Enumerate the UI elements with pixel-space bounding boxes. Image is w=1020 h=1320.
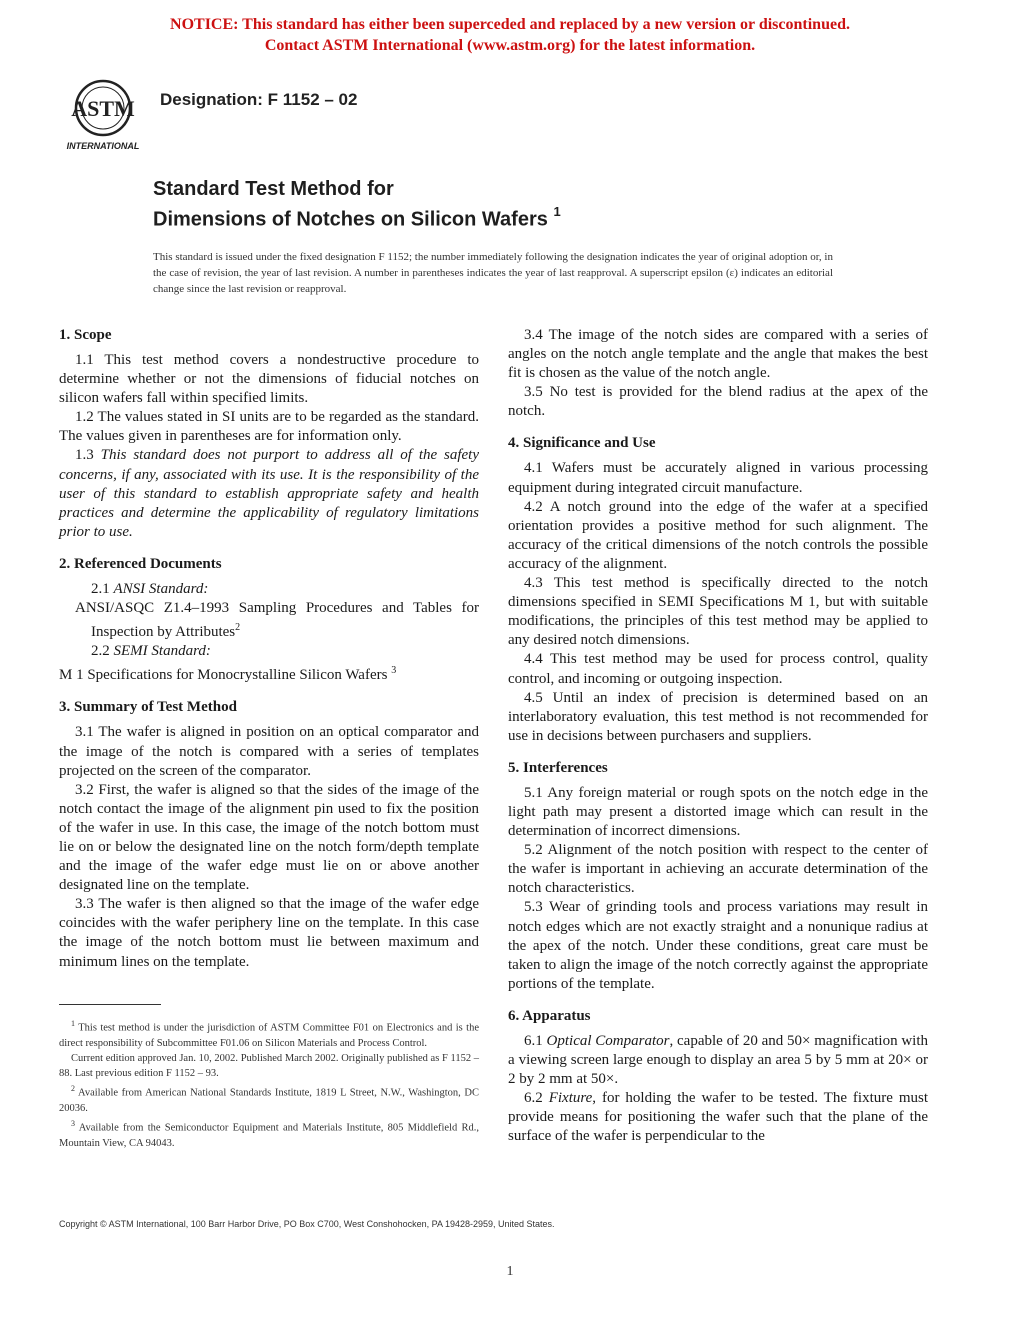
section-2-heading: 2. Referenced Documents: [59, 555, 222, 572]
ref-2-1: [59, 580, 479, 599]
document-title: [153, 177, 561, 233]
section-6-heading: 6. Apparatus: [508, 1007, 591, 1024]
title-line-1: Standard Test Method for: [153, 178, 394, 200]
footnotes: [59, 1016, 479, 1151]
para-4-4: 4.4 This test method may be used for process control, quality control, and incoming or outgoing inspection.: [508, 651, 928, 687]
para-6-1-text: , capable of 20 and 50× magnification with a viewing screen large enough to display an area 5 by 5 mm at 20× or 2 by 2 mm at 50×.: [508, 1032, 929, 1088]
ref-semi-text: M 1 Specifications for Monocrystalline Silicon Wafers: [59, 667, 388, 684]
notice-line-2: Contact ASTM International (www.astm.org) for the latest information.: [264, 37, 756, 54]
footnote-1b: Current edition approved Jan. 10, 2002. Published March 2002. Originally published as F 1152 – 88. Last previous edition F 1152 – 93.: [59, 1052, 479, 1080]
footnote-2-text: Available from American National Standards Institute, 1819 L Street, N.W., Washington, DC 20036.: [59, 1087, 479, 1115]
section-3-heading: 3. Summary of Test Method: [59, 699, 237, 716]
ref-ansi-text: ANSI/ASQC Z1.4–1993 Sampling Procedures and Tables for Inspection by Attributes: [75, 600, 479, 641]
para-1-3-text: This standard does not purport to address all of the safety concerns, if any, associated with its use. It is the responsibility of the user of this standard to establish appropriate safety and health practices and determine the applicability of regulatory limitations prior to use.: [59, 447, 480, 540]
title-main: Dimensions of Notches on Silicon Wafers: [153, 208, 548, 231]
footnote-2-sup: 2: [71, 1084, 75, 1094]
ref-semi-item: [59, 661, 479, 685]
notice-line-1: NOTICE: This standard has either been superceded and replaced by a new version or discontinued.: [170, 16, 850, 33]
para-4-3: 4.3 This test method is specifically directed to the notch dimensions specified in SEMI Specifications M 1, but with suitable modifications, the principles of this test method may be applied to any desired notch dimensions.: [508, 575, 928, 649]
para-4-2: 4.2 A notch ground into the edge of the wafer at a specified orientation provides a positive method for such alignment. The accuracy of the critical dimensions of the notch controls the possible accuracy of the alignment.: [508, 498, 928, 572]
para-6-2-number: 6.2: [524, 1090, 549, 1107]
page-number: 1: [506, 1264, 514, 1279]
para-6-2-text: , for holding the wafer to be tested. The fixture must provide means for positioning the wafer such that the plane of the surface of the wafer is perpendicular to the: [508, 1090, 929, 1145]
ref-2-1-label: ANSI Standard:: [113, 580, 209, 597]
section-5-heading: 5. Interferences: [508, 759, 608, 776]
footnote-3-sup: 3: [71, 1119, 75, 1129]
para-3-1: 3.1 The wafer is aligned in position on an optical comparator and the image of the notch is compared with a series of templates projected on the screen of the comparator.: [59, 724, 479, 779]
para-3-4: 3.4 The image of the notch sides are compared with a series of angles on the notch angle template and the angle that makes the best fit is chosen as the value of the notch angle.: [508, 327, 928, 382]
footnote-1: [59, 1016, 479, 1051]
para-3-2: 3.2 First, the wafer is aligned so that the sides of the image of the notch contact the image of the alignment pin used to fix the position of the wafer in use. In this case, the image of the notch bottom must lie on or below the designated line on the notch form/depth template and the image of the wafer edge must lie on or above another designated line on the template.: [59, 781, 479, 894]
para-1-3: [59, 446, 479, 541]
footnote-1-sup: 1: [71, 1019, 75, 1028]
para-3-5: 3.5 No test is provided for the blend radius at the apex of the notch.: [508, 384, 928, 420]
designation: Designation: F 1152 – 02: [160, 90, 358, 109]
para-5-2: 5.2 Alignment of the notch position with respect to the center of the wafer is important in achieving an accurate determination of the notch characteristics.: [508, 842, 928, 897]
ref-2-1-number: 2.1: [91, 580, 114, 597]
para-6-1-term: Optical Comparator: [546, 1032, 670, 1049]
ref-ansi-sup: 2: [235, 622, 241, 634]
left-column: [59, 326, 479, 972]
para-1-3-number: 1.3: [75, 447, 101, 464]
astm-logo: [60, 78, 146, 154]
para-6-2: [508, 1089, 928, 1146]
ref-2-2: [59, 642, 479, 661]
ref-2-2-label: SEMI Standard:: [113, 643, 211, 660]
para-1-2: 1.2 The values stated in SI units are to be regarded as the standard. The values given in parentheses are for information only.: [59, 409, 479, 445]
footnote-2: [59, 1081, 479, 1116]
para-5-3: 5.3 Wear of grinding tools and process variations may result in notch edges which are not exactly straight and a nonunique radius at the apex of the notch. Under these conditions, great care must be taken to align the image of the notch correctly against the appropriate portions of the template.: [508, 899, 928, 992]
para-1-1: 1.1 This test method covers a nondestructive procedure to determine whether or not the dimensions of fiducial notches on silicon wafers fall within specified limits.: [59, 352, 479, 407]
section-4-heading: 4. Significance and Use: [508, 435, 656, 452]
preface-note: This standard is issued under the fixed designation F 1152; the number immediately following the designation indicates the year of original adoption or, in the case of revision, the year of last revision. A number in parentheses indicates the year of last reapproval. A superscript epsilon (ε) indicates an editorial change since the last revision or reapproval.: [153, 251, 833, 295]
logo-mark: ASTM: [71, 96, 135, 121]
para-3-3: 3.3 The wafer is then aligned so that the image of the wafer edge coincides with the wafer periphery line on the template. In this case the image of the notch bottom must lie between maximum and minimum lines on the template.: [59, 896, 479, 970]
para-4-1: 4.1 Wafers must be accurately aligned in various processing equipment during integrated circuit manufacture.: [508, 460, 928, 496]
ref-ansi-item: [59, 599, 479, 642]
supersede-notice: [0, 14, 1020, 56]
copyright: Copyright © ASTM International, 100 Barr Harbor Drive, PO Box C700, West Conshohocken, PA 19428-2959, United States.: [59, 1219, 555, 1229]
para-6-2-term: Fixture: [548, 1090, 593, 1107]
ref-semi-sup: 3: [391, 665, 397, 677]
title-line-2: [153, 201, 561, 233]
para-6-1-number: 6.1: [524, 1032, 547, 1049]
footnote-1-text: This test method is under the jurisdiction of ASTM Committee F01 on Electronics and is the direct responsibility of Subcommittee F01.06 on Silicon Materials and Process Control.: [59, 1022, 480, 1049]
footnote-3: [59, 1116, 479, 1151]
logo-label: INTERNATIONAL: [66, 141, 140, 151]
para-5-1: 5.1 Any foreign material or rough spots on the notch edge in the light path may present a distorted image which can result in the determination of incorrect dimensions.: [508, 784, 928, 840]
astm-logo-icon: [60, 78, 146, 154]
para-6-1: [508, 1032, 928, 1089]
ref-2-2-number: 2.2: [91, 643, 114, 660]
para-4-5: 4.5 Until an index of precision is determined based on an interlaboratory evaluation, this test method is not recommended for use in decisions between purchasers and suppliers.: [508, 689, 928, 744]
right-column: [508, 326, 928, 1146]
footnote-3-text: Available from the Semiconductor Equipment and Materials Institute, 805 Middlefield Rd., Mountain View, CA 94043.: [59, 1122, 479, 1149]
footnote-divider: [59, 1004, 161, 1005]
section-1-heading: 1. Scope: [59, 327, 112, 343]
title-footnote-ref: 1: [553, 204, 561, 219]
